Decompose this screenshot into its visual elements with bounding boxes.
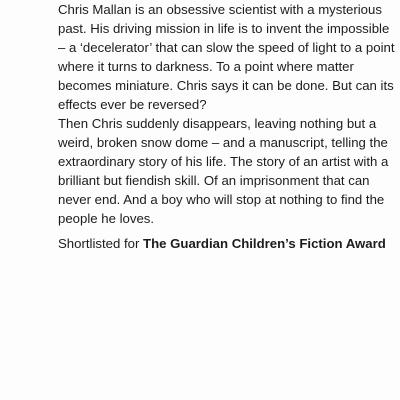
text-line: Then Chris suddenly disappears, leaving nothing but a xyxy=(58,116,377,131)
shortlist-line xyxy=(58,234,386,253)
shortlist-prefix: Shortlisted for xyxy=(58,236,144,251)
text-line: extraordinary story of his life. The story of an artist with a xyxy=(58,154,389,169)
synopsis-paragraph-1 xyxy=(58,0,395,114)
text-line: – a ‘decelerator’ that can slow the speed of light to a point xyxy=(58,40,395,55)
text-line: past. His driving mission in life is to invent the impossible xyxy=(58,21,390,36)
award-shortlist-note xyxy=(58,234,386,253)
synopsis-paragraph-2 xyxy=(58,114,389,228)
text-line: weird, broken snow dome – and a manuscript, telling the xyxy=(58,135,388,150)
text-line: Chris Mallan is an obsessive scientist with a mysterious xyxy=(58,2,382,17)
award-name: The Guardian Children’s Fiction Award xyxy=(143,236,386,251)
text-line: becomes miniature. Chris says it can be done. But can its xyxy=(58,78,394,93)
text-line: people he loves. xyxy=(58,211,155,226)
text-line: where it turns to darkness. To a point where matter xyxy=(58,59,354,74)
text-line: brilliant but fiendish skill. Of an imprisonment that can xyxy=(58,173,370,188)
text-line: never end. And a boy who will stop at nothing to find the xyxy=(58,192,385,207)
text-line: effects ever be reversed? xyxy=(58,97,207,112)
